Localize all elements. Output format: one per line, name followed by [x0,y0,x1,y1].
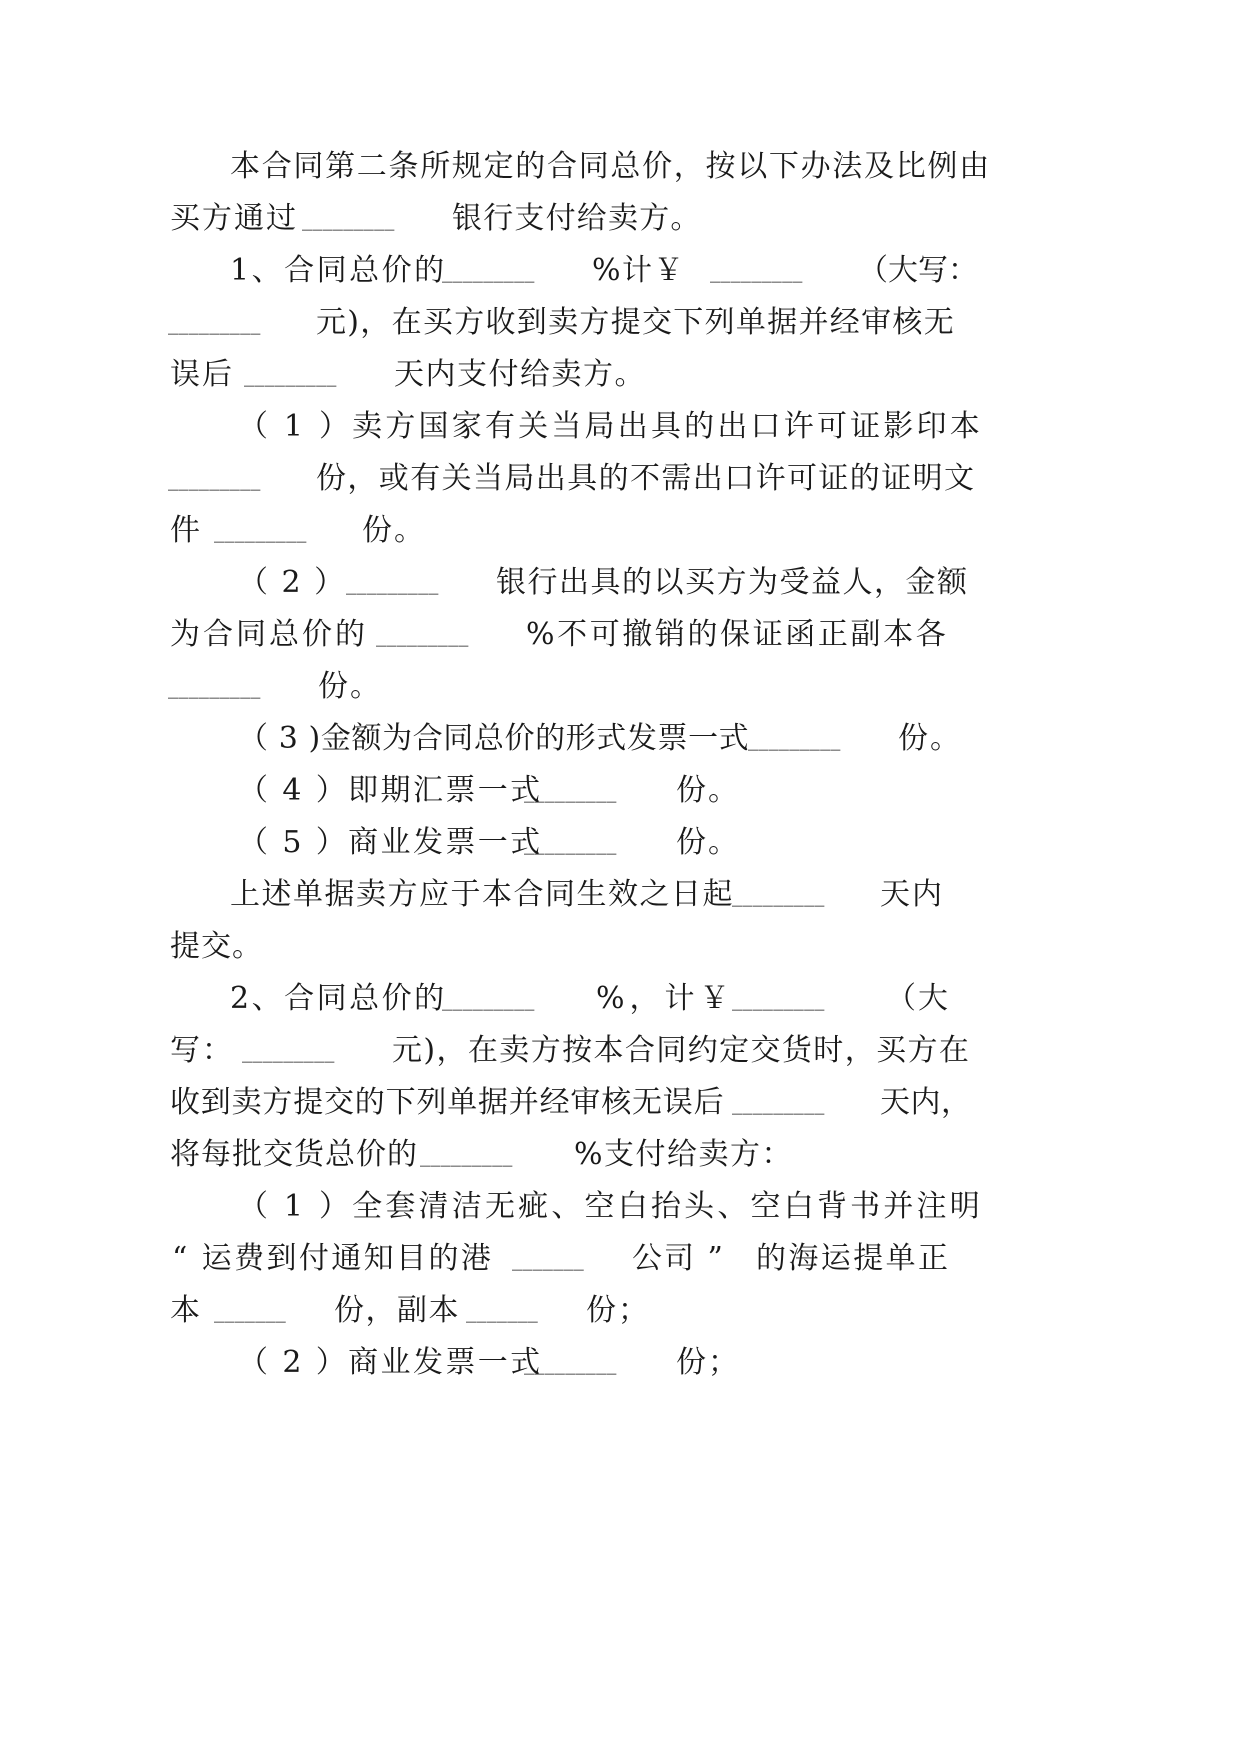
blank-field: _________ [732,883,825,907]
text-segment: 份。 [676,773,740,808]
text-line [0,190,1241,248]
text-segment: （ 1 ）卖方国家有关当局出具的出口许可证影印本 [238,409,983,444]
blank-field: _________ [244,363,337,387]
text-segment: （大 [886,981,950,1016]
blank-field: _________ [376,623,469,647]
text-segment: 公司 ” [632,1241,725,1276]
text-segment: 份，副本 [334,1293,460,1328]
text-segment: 银行支付给卖方。 [452,201,702,236]
text-line [0,1022,1241,1080]
blank-field: _________ [168,675,261,699]
text-segment: 本合同第二条所规定的合同总价，按以下办法及比例由 [230,149,991,184]
text-line [0,138,1241,196]
blank-field: _________ [732,987,825,1011]
text-segment: 份，或有关当局出具的不需出口许可证的证明文 [316,461,976,496]
blank-field: _________ [524,831,617,855]
text-line [0,242,1241,300]
text-line [0,1074,1241,1132]
text-segment: 误后 [170,357,234,392]
text-line [0,294,1241,352]
text-line [0,1334,1241,1392]
text-segment: （ 2 ） [238,565,347,600]
text-segment: 份。 [676,825,740,860]
text-segment: （ 2 ）商业发票一式 [238,1345,543,1380]
blank-field: _________ [346,571,439,595]
text-segment: %不可撤销的保证函正副本各 [526,617,949,652]
blank-field: _________ [732,1091,825,1115]
text-line [0,346,1241,404]
text-segment: 份。 [318,669,382,704]
text-segment: 2、合同总价的 [230,981,447,1016]
text-segment: 天内， [880,1085,972,1120]
text-segment: 天内支付给卖方。 [394,357,646,392]
text-line [0,450,1241,508]
text-segment: （ 3 )金额为合同总价的形式发票一式 [238,721,750,756]
text-line [0,970,1241,1028]
text-segment: %，计￥ [596,981,735,1016]
blank-field: _________ [748,727,841,751]
text-segment: 元)，在买方收到卖方提交下列单据并经审核无 [316,305,956,340]
blank-field: _________ [442,987,535,1011]
text-segment: 提交。 [170,929,263,964]
text-line [0,710,1241,768]
text-segment: （ 4 ）即期汇票一式 [238,773,543,808]
blank-field: _______ [466,1299,539,1323]
blank-field: _________ [242,1039,335,1063]
text-line [0,658,1241,716]
text-segment: 为合同总价的 [170,617,368,652]
text-segment: 份； [586,1293,650,1328]
text-segment: 买方通过 [170,201,298,236]
text-segment: 收到卖方提交的下列单据并经审核无误后 [170,1085,725,1120]
text-segment: 银行出具的以买方为受益人，金额 [496,565,969,600]
text-segment: 本 [170,1293,200,1328]
text-line [0,398,1241,456]
text-line [0,502,1241,560]
blank-field: _________ [420,1143,513,1167]
text-line [0,1230,1241,1288]
text-line [0,814,1241,872]
text-line [0,606,1241,664]
blank-field: _________ [442,259,535,283]
blank-field: _______ [214,1299,287,1323]
text-segment: （ 1 ）全套清洁无疵、空白抬头、空白背书并注明 [238,1189,983,1224]
blank-field: _________ [524,779,617,803]
text-line [0,918,1241,976]
blank-field: _________ [524,1351,617,1375]
blank-field: _________ [302,207,395,231]
blank-field: _________ [168,311,261,335]
text-segment: （ 5 ）商业发票一式 [238,825,543,860]
text-segment: 份； [676,1345,740,1380]
text-segment: “ 运费到付通知目的港 [172,1241,494,1276]
blank-field: _________ [214,519,307,543]
text-segment: %计￥ [592,253,686,288]
text-segment: 的海运提单正 [756,1241,951,1276]
text-segment: 天内 [880,877,944,912]
text-line [0,866,1241,924]
text-line [0,554,1241,612]
text-line [0,1282,1241,1340]
text-segment: 份。 [362,513,426,548]
text-segment: 件 [170,513,200,548]
text-segment: %支付给卖方： [574,1137,794,1172]
blank-field: _________ [710,259,803,283]
text-line [0,762,1241,820]
text-line [0,1178,1241,1236]
text-segment: 写： [170,1033,234,1068]
text-segment: （大写： [858,253,978,288]
text-segment: 将每批交货总价的 [170,1137,418,1172]
text-segment: 份。 [898,721,962,756]
blank-field: _________ [168,467,261,491]
text-segment: 1、合同总价的 [230,253,447,288]
blank-field: _______ [512,1247,585,1271]
text-segment: 元)，在卖方按本合同约定交货时，买方在 [392,1033,971,1068]
text-line [0,1126,1241,1184]
text-segment: 上述单据卖方应于本合同生效之日起 [230,877,734,912]
